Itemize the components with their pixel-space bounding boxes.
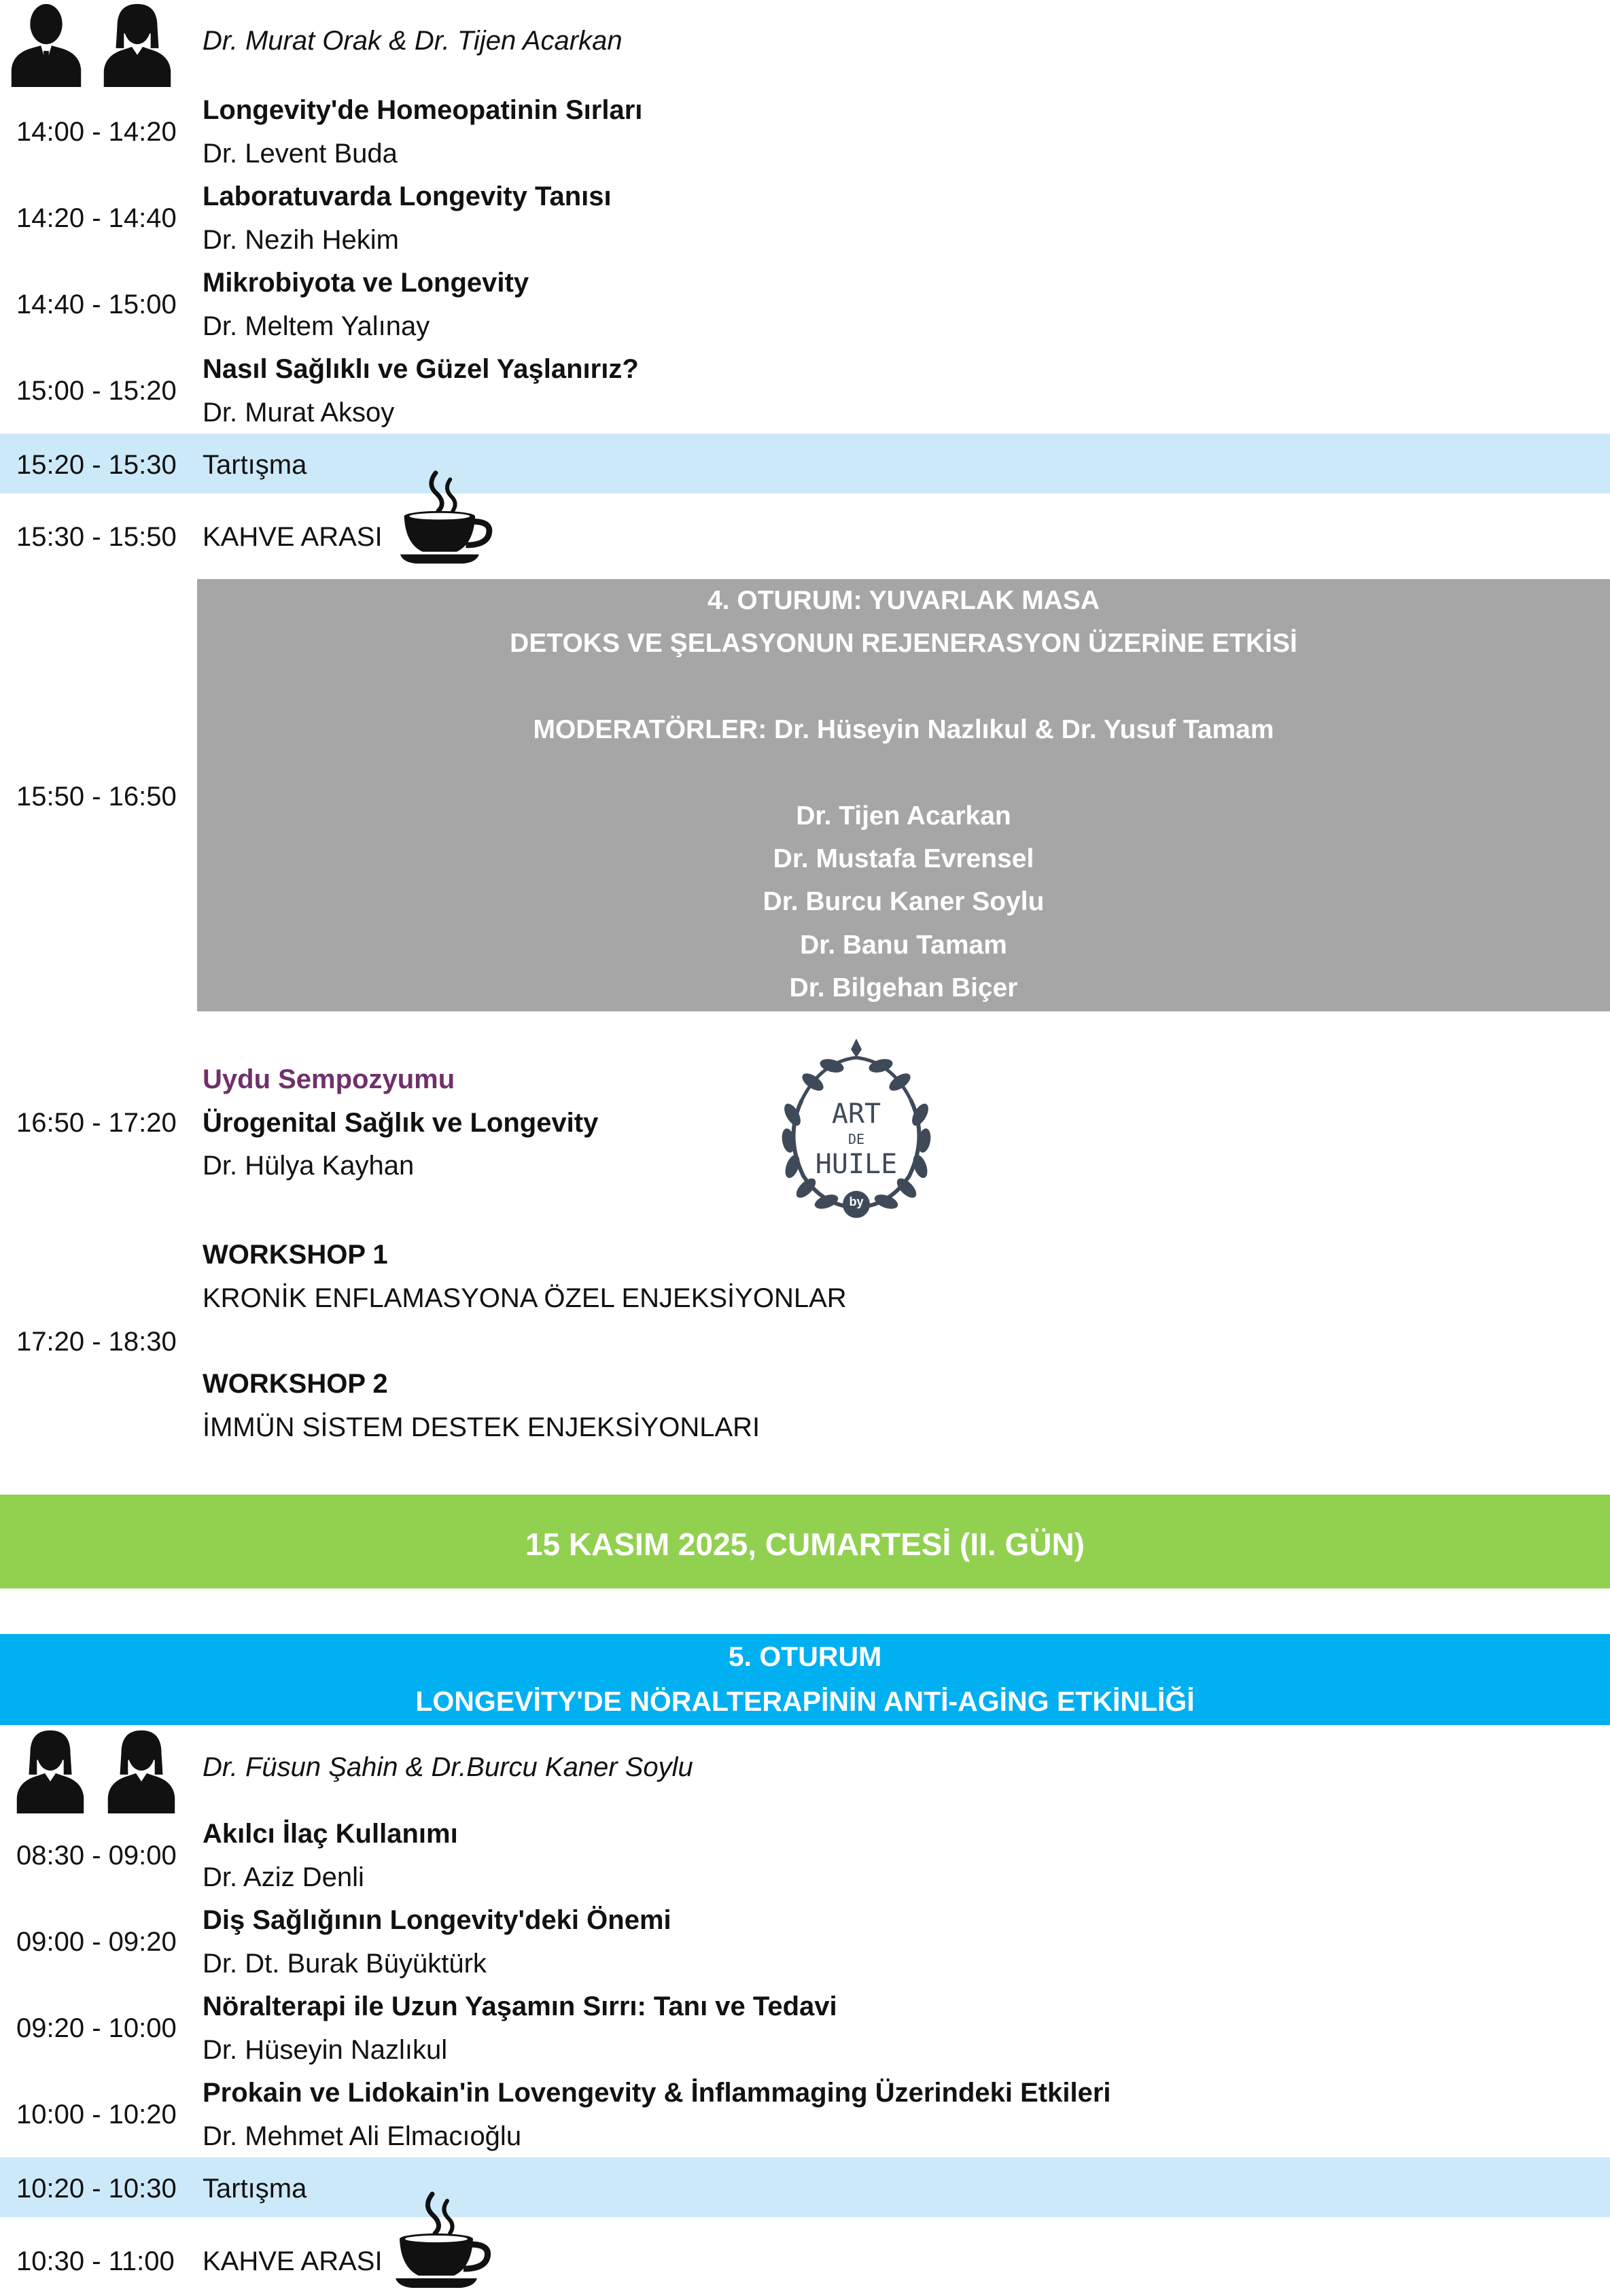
discussion-time: 15:20 - 15:30	[16, 450, 177, 480]
logo-badge: by	[849, 1195, 864, 1208]
discussion-label: Tartışma	[203, 450, 307, 480]
coffee-label: KAHVE ARASI	[203, 522, 383, 552]
talk-speaker: Dr. Dt. Burak Büyüktürk	[203, 1949, 487, 1979]
coffee-time: 10:30 - 11:00	[16, 2246, 175, 2276]
panelist: Dr. Burcu Kaner Soylu	[763, 887, 1045, 916]
logo-text-art: ART	[831, 1098, 881, 1130]
session-subtitle: LONGEVİTY'DE NÖRALTERAPİNİN ANTİ-AGİNG ETKİNLİĞİ	[415, 1686, 1195, 1717]
logo-text-huile: HUILE	[815, 1149, 898, 1180]
workshop-1-title: WORKSHOP 1	[203, 1240, 388, 1270]
talk-time: 08:30 - 09:00	[16, 1841, 177, 1871]
talk-speaker: Dr. Hüseyin Nazlıkul	[203, 2035, 448, 2065]
roundtable-box	[197, 579, 1610, 1011]
female-chair-icon	[101, 1726, 182, 1813]
talk-speaker: Dr. Aziz Denli	[203, 1862, 364, 1892]
talk-speaker: Dr. Meltem Yalınay	[203, 311, 430, 341]
talk-title: Prokain ve Lidokain'in Lovengevity & İnflammaging Üzerindeki Etkileri	[203, 2078, 1111, 2108]
workshop-2-desc: İMMÜN SİSTEM DESTEK ENJEKSİYONLARI	[203, 1412, 760, 1442]
logo-text-de: DE	[847, 1131, 865, 1147]
satellite-tag: Uydu Sempozyumu	[203, 1064, 455, 1094]
panelist: Dr. Banu Tamam	[800, 930, 1007, 960]
talk-time: 14:20 - 14:40	[16, 203, 177, 233]
talk-time: 10:00 - 10:20	[16, 2100, 177, 2129]
session-title: 5. OTURUM	[728, 1641, 882, 1672]
workshop-1-desc: KRONİK ENFLAMASYONA ÖZEL ENJEKSİYONLAR	[203, 1283, 847, 1313]
male-chair-icon	[5, 0, 87, 87]
art-de-huile-logo	[761, 1034, 951, 1225]
talk-title: Laboratuvarda Longevity Tanısı	[203, 181, 612, 211]
talk-title: Nöralterapi ile Uzun Yaşamın Sırrı: Tanı ve Tedavi	[203, 1991, 837, 2021]
satellite-title: Ürogenital Sağlık ve Longevity	[203, 1108, 599, 1138]
talk-title: Nasıl Sağlıklı ve Güzel Yaşlanırız?	[203, 354, 639, 384]
female-chair-icon	[10, 1726, 91, 1813]
panelist: Dr. Tijen Acarkan	[796, 801, 1011, 831]
talk-time: 09:20 - 10:00	[16, 2013, 177, 2043]
workshop-2-title: WORKSHOP 2	[203, 1369, 388, 1399]
session-chairs: Dr. Murat Orak & Dr. Tijen Acarkan	[203, 26, 623, 56]
roundtable-moderators: MODERATÖRLER: Dr. Hüseyin Nazlıkul & Dr. Yusuf Tamam	[533, 715, 1274, 744]
coffee-time: 15:30 - 15:50	[16, 522, 177, 552]
talk-speaker: Dr. Mehmet Ali Elmacıoğlu	[203, 2121, 522, 2151]
talk-title: Diş Sağlığının Longevity'deki Önemi	[203, 1905, 671, 1935]
talk-time: 14:00 - 14:20	[16, 117, 177, 147]
talk-speaker: Dr. Nezih Hekim	[203, 225, 399, 255]
discussion-time: 10:20 - 10:30	[16, 2174, 177, 2204]
talk-speaker: Dr. Levent Buda	[203, 139, 398, 169]
coffee-cup-icon	[393, 2189, 495, 2291]
talk-title: Longevity'de Homeopatinin Sırları	[203, 95, 643, 125]
coffee-label: KAHVE ARASI	[203, 2246, 383, 2276]
satellite-speaker: Dr. Hülya Kayhan	[203, 1151, 415, 1181]
day-banner-text: 15 KASIM 2025, CUMARTESİ (II. GÜN)	[525, 1527, 1085, 1562]
talk-time: 15:00 - 15:20	[16, 376, 177, 406]
coffee-cup-icon	[398, 468, 496, 566]
discussion-label: Tartışma	[203, 2174, 307, 2204]
panelist: Dr. Bilgehan Biçer	[789, 973, 1018, 1003]
talk-speaker: Dr. Murat Aksoy	[203, 398, 395, 428]
day-banner	[0, 1495, 1610, 1588]
talk-time: 09:00 - 09:20	[16, 1927, 177, 1957]
female-chair-icon	[97, 0, 178, 87]
roundtable-subheading: DETOKS VE ŞELASYONUN REJENERASYON ÜZERİNE ETKİSİ	[510, 629, 1297, 658]
panelist: Dr. Mustafa Evrensel	[773, 844, 1034, 873]
talk-time: 14:40 - 15:00	[16, 290, 177, 319]
roundtable-time: 15:50 - 16:50	[16, 782, 177, 812]
satellite-time: 16:50 - 17:20	[16, 1108, 177, 1138]
roundtable-heading: 4. OTURUM: YUVARLAK MASA	[707, 586, 1100, 615]
workshops-time: 17:20 - 18:30	[16, 1327, 177, 1357]
session-chairs: Dr. Füsun Şahin & Dr.Burcu Kaner Soylu	[203, 1752, 693, 1782]
session-banner	[0, 1634, 1610, 1725]
talk-title: Mikrobiyota ve Longevity	[203, 268, 529, 298]
talk-title: Akılcı İlaç Kullanımı	[203, 1819, 458, 1849]
